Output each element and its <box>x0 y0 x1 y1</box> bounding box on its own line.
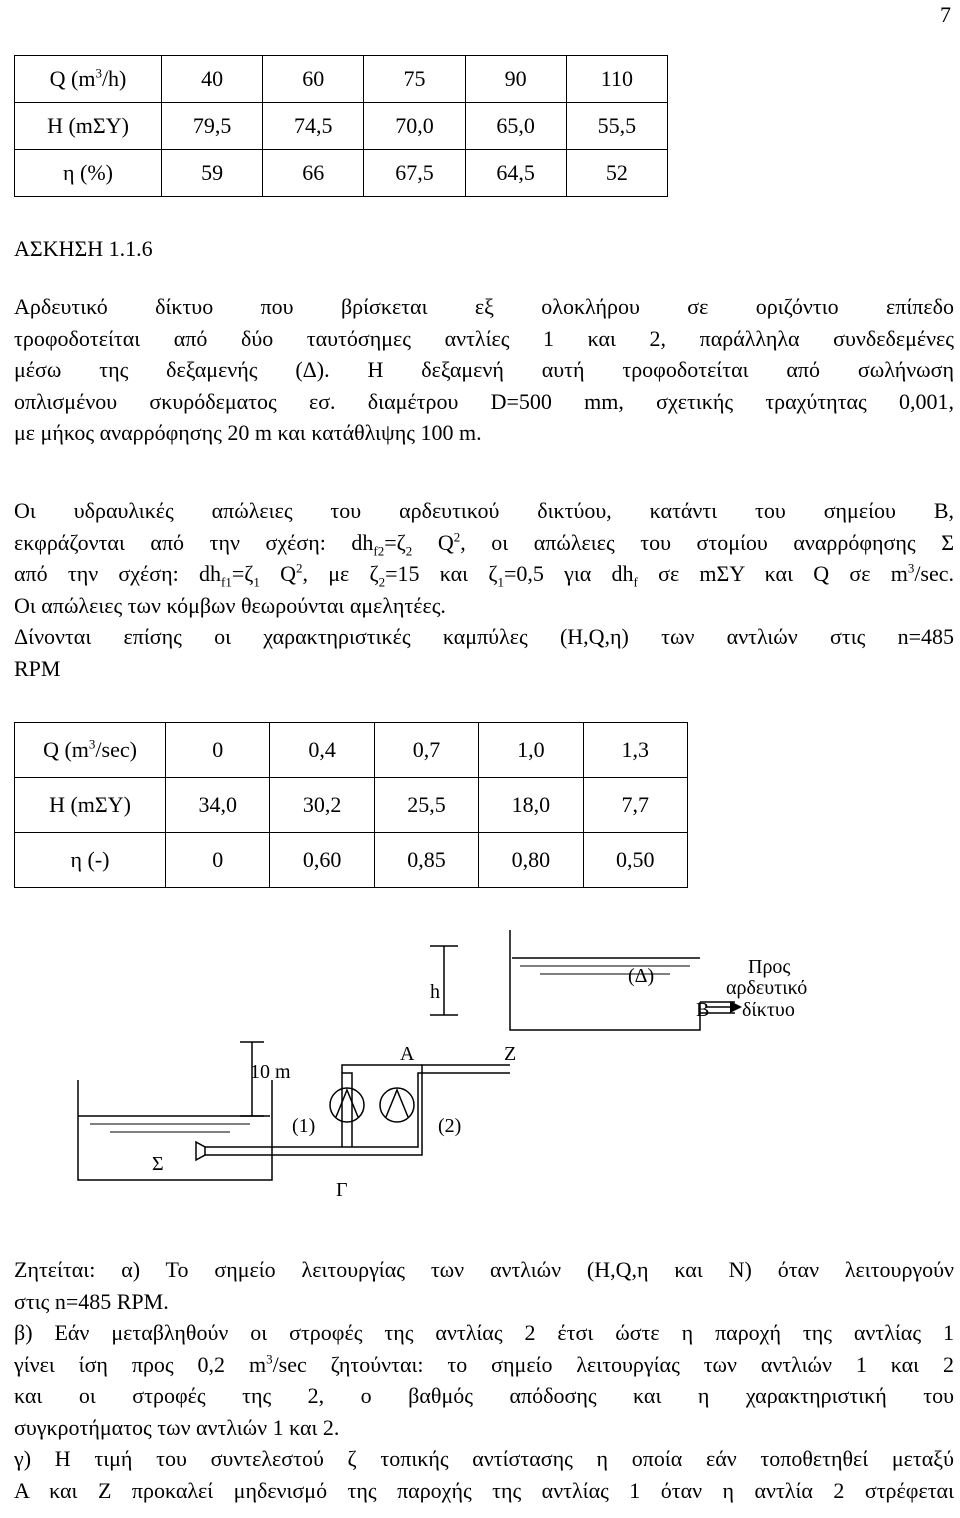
table-cell: 79,5 <box>162 103 263 150</box>
pump-1-symbol <box>330 1088 364 1122</box>
table-cell: 74,5 <box>263 103 364 150</box>
table-cell: 67,5 <box>364 150 465 197</box>
text-line: Οι απώλειες των κόμβων θεωρούνται αμελητέες. <box>14 592 446 618</box>
text-line: Ζητείται: α) Το σημείο λειτουργίας των αντλιών (H,Q,η και N) όταν λειτουργούν <box>14 1257 954 1282</box>
table-cell: 66 <box>263 150 364 197</box>
label-to-network-3: δίκτυο <box>742 999 795 1021</box>
page-number: 7 <box>940 2 951 27</box>
table-cell: 0,50 <box>583 833 687 888</box>
table-cell: 40 <box>162 56 263 103</box>
text-line: και οι στροφές της 2, ο βαθμός απόδοσης και η χαρακτηριστική του <box>14 1383 954 1408</box>
table-cell: 110 <box>566 56 667 103</box>
pump-system-diagram <box>0 920 960 1220</box>
reservoir-outline <box>510 930 700 1030</box>
label-pump-1: (1) <box>292 1115 316 1137</box>
label-pump-2: (2) <box>438 1115 462 1137</box>
table-cell: Q $(m^3/h)$ <box>15 56 162 103</box>
text-line: εκφράζονται από την σχέση: $dh_{f2}=\zeta_2$ $Q^2$, οι απώλειες του στομίου αναρρόφησης Σ <box>14 529 954 558</box>
exercise-heading: ΑΣΚΗΣΗ 1.1.6 <box>14 236 153 261</box>
table-cell: 0,7 <box>374 723 478 778</box>
problem-description <box>14 291 954 449</box>
text-line: συγκροτήματος των αντλιών 1 και 2. <box>14 1414 340 1440</box>
table-cell: 65,0 <box>465 103 566 150</box>
label-to-network-1: Προς <box>748 956 791 978</box>
label-A: A <box>400 1043 415 1065</box>
table-cell: 1,3 <box>583 723 687 778</box>
text-line: με μήκος αναρρόφησης 20 m και κατάθλιψης 100 m. <box>14 420 482 445</box>
losses-description <box>14 495 954 684</box>
table-cell: 7,7 <box>583 778 687 833</box>
table-cell: η (-) <box>15 833 166 888</box>
table-cell: H (mΣΥ) <box>15 103 162 150</box>
text-line: RPM <box>14 655 61 681</box>
text-line: οπλισμένου σκυρόδεματος εσ. διαμέτρου D=500 mm, σχετικής τραχύτητας 0,001, <box>14 388 954 414</box>
table-cell: 18,0 <box>479 778 583 833</box>
text-line: στις n=485 RPM. <box>14 1288 169 1314</box>
label-to-network-2: αρδευτικό <box>726 977 808 999</box>
table-cell: 0,4 <box>270 723 374 778</box>
table-row <box>15 723 688 778</box>
intake-tank-outline <box>78 1080 272 1180</box>
table-cell: 70,0 <box>364 103 465 150</box>
table-row <box>15 103 668 150</box>
table-cell: 0,80 <box>479 833 583 888</box>
label-B: B <box>696 999 710 1021</box>
table-row <box>15 833 688 888</box>
label-h: h <box>430 981 440 1003</box>
table-cell: 0,60 <box>270 833 374 888</box>
table-cell: 60 <box>263 56 364 103</box>
table-cell: 0,85 <box>374 833 478 888</box>
table-cell: 52 <box>566 150 667 197</box>
label-S: Σ <box>152 1153 164 1175</box>
table-cell: 64,5 <box>465 150 566 197</box>
table-cell: 30,2 <box>270 778 374 833</box>
table-cell: 0 <box>166 833 270 888</box>
table-row <box>15 778 688 833</box>
text-line: μέσω της δεξαμενής (Δ). Η δεξαμενή αυτή τροφοδοτείται από σωλήνωση <box>14 357 954 382</box>
text-line: από την σχέση: $dh_{f1}=\zeta_1$ $Q^2$, με $\zeta_2=15$ και $\zeta_1=0,5$ για $dh_f$ σε mΣΥ και Q σε $m^3/\sec$. <box>14 560 955 590</box>
table-row <box>15 150 668 197</box>
text-line: γ) Η τιμή του συντελεστού ζ τοπικής αντίστασης η οποία εάν τοποθετηθεί μεταξύ <box>14 1446 954 1471</box>
discharge-pipe <box>342 1073 352 1147</box>
table-cell: 75 <box>364 56 465 103</box>
text-line: τροφοδοτείται από δύο ταυτόσημες αντλίες 1 και 2, παράλληλα συνδεδεμένες <box>14 325 954 351</box>
table-row <box>15 56 668 103</box>
table-cell: H (mΣΥ) <box>15 778 166 833</box>
pump-2-symbol <box>380 1088 414 1122</box>
label-10m: 10 m <box>250 1061 291 1083</box>
text-line: Α και Ζ προκαλεί μηδενισμό της παροχής της αντλίας 1 όταν η αντλία 2 στρέφεται <box>14 1477 954 1503</box>
table-cell: 0 <box>166 723 270 778</box>
questions <box>14 1254 954 1506</box>
table-cell: 1,0 <box>479 723 583 778</box>
label-tank: (Δ) <box>628 965 655 987</box>
text-line: β) Εάν μεταβληθούν οι στροφές της αντλίας 2 έτσι ώστε η παροχή της αντλίας 1 <box>14 1320 954 1345</box>
text-line: Δίνονται επίσης οι χαρακτηριστικές καμπύλες (H,Q,η) των αντλιών στις n=485 <box>14 624 954 649</box>
text-line: Αρδευτικό δίκτυο που βρίσκεται εξ ολοκλήρου σε οριζόντιο επίπεδο <box>14 294 954 319</box>
table-cell: 55,5 <box>566 103 667 150</box>
table-cell: 25,5 <box>374 778 478 833</box>
table-cell: η (%) <box>15 150 162 197</box>
pump-data-table-1 <box>14 55 668 197</box>
text-line: Οι υδραυλικές απώλειες του αρδευτικού δικτύου, κατάντι του σημείου Β, <box>14 498 954 523</box>
pump-characteristics-table <box>14 722 688 888</box>
table-cell: 34,0 <box>166 778 270 833</box>
table-cell: 90 <box>465 56 566 103</box>
label-G: Γ <box>336 1179 348 1201</box>
table-cell: Q $(m^3/\sec)$ <box>15 723 166 778</box>
table-cell: 59 <box>162 150 263 197</box>
text-line: γίνει ίση προς 0,2 $m^3/\sec$ ζητούνται: το σημείο λειτουργίας των αντλιών 1 και 2 <box>14 1351 954 1377</box>
label-Z: Z <box>504 1043 517 1065</box>
